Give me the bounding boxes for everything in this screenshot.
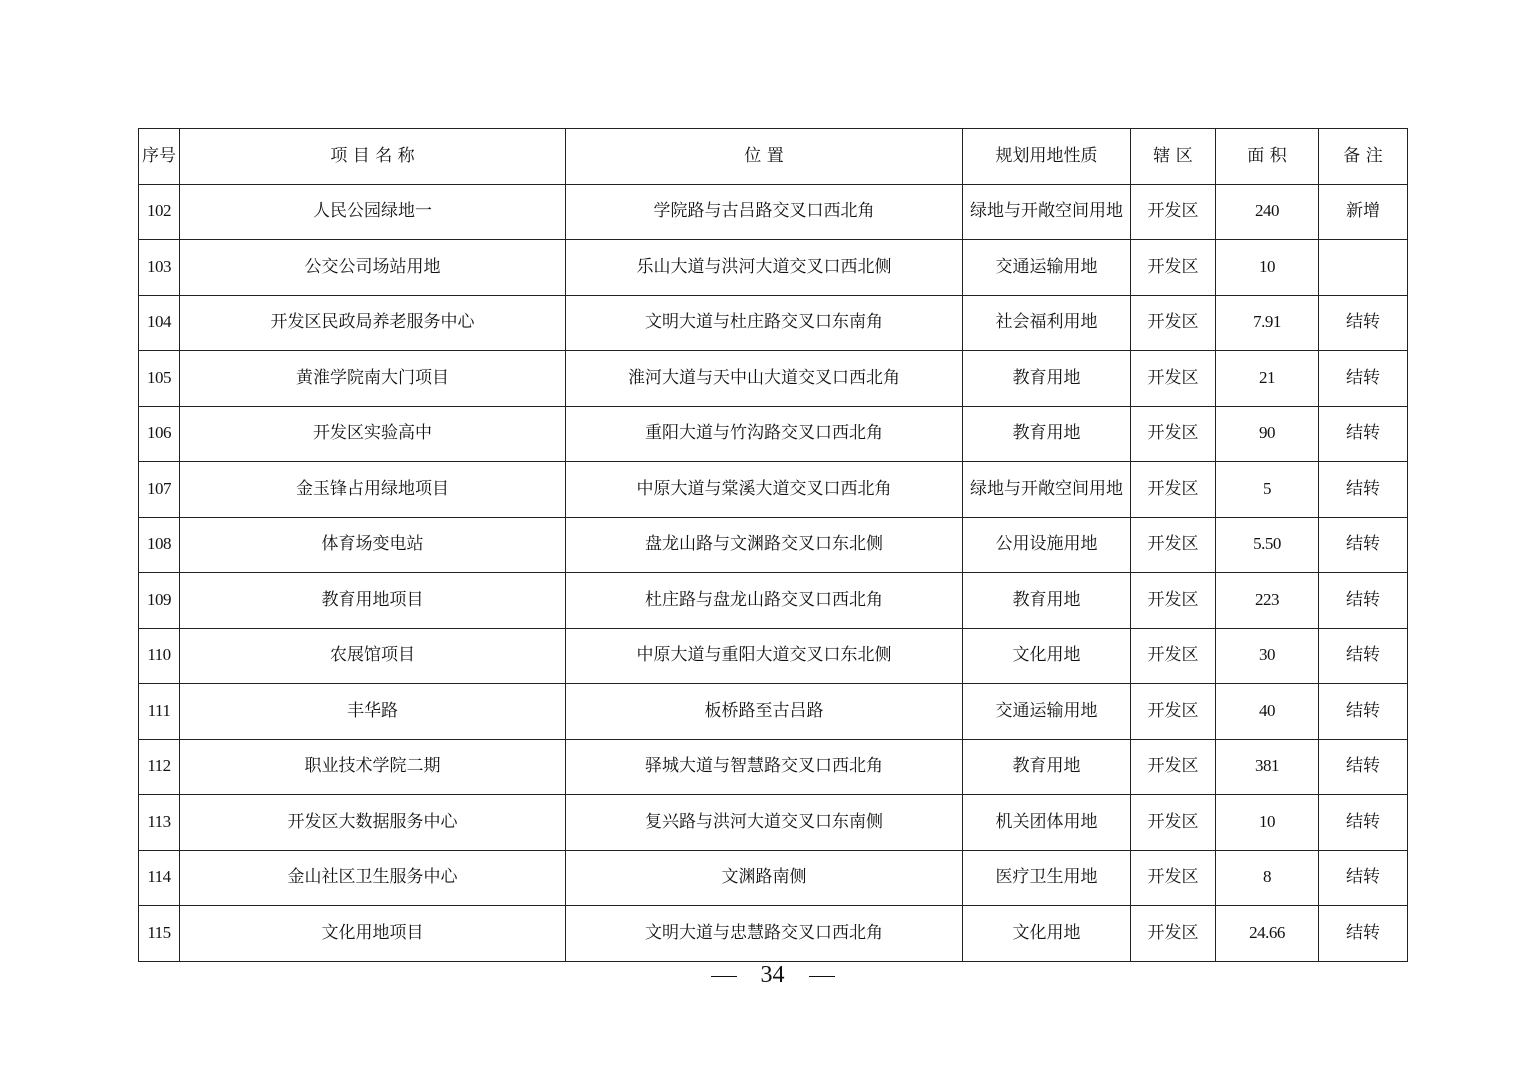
table-row: [139, 517, 1408, 573]
cell-district: 开发区: [1131, 295, 1216, 351]
cell-project-name: 丰华路: [180, 684, 566, 740]
header-seq: 序号: [139, 129, 180, 185]
table-row: [139, 573, 1408, 629]
cell-district: 开发区: [1131, 462, 1216, 518]
cell-area: 5: [1216, 462, 1319, 518]
cell-district: 开发区: [1131, 240, 1216, 296]
cell-remark: 结转: [1319, 739, 1408, 795]
cell-location: 学院路与古吕路交叉口西北角: [566, 184, 963, 240]
cell-land-use: 社会福利用地: [963, 295, 1131, 351]
cell-seq: 112: [139, 739, 180, 795]
cell-seq: 105: [139, 351, 180, 407]
cell-land-use: 交通运输用地: [963, 684, 1131, 740]
cell-area: 240: [1216, 184, 1319, 240]
land-use-table: [138, 128, 1408, 962]
cell-remark: 结转: [1319, 906, 1408, 962]
page-footer: [0, 962, 1520, 989]
cell-location: 中原大道与重阳大道交叉口东北侧: [566, 628, 963, 684]
table-row: [139, 906, 1408, 962]
cell-area: 223: [1216, 573, 1319, 629]
cell-district: 开发区: [1131, 739, 1216, 795]
cell-remark: 结转: [1319, 295, 1408, 351]
cell-district: 开发区: [1131, 573, 1216, 629]
cell-area: 21: [1216, 351, 1319, 407]
cell-seq: 102: [139, 184, 180, 240]
cell-area: 5.50: [1216, 517, 1319, 573]
cell-remark: 结转: [1319, 684, 1408, 740]
cell-seq: 107: [139, 462, 180, 518]
cell-location: 文渊路南侧: [566, 850, 963, 906]
table-row: [139, 295, 1408, 351]
cell-location: 杜庄路与盘龙山路交叉口西北角: [566, 573, 963, 629]
table-header: [139, 129, 1408, 185]
cell-land-use: 文化用地: [963, 906, 1131, 962]
cell-location: 板桥路至古吕路: [566, 684, 963, 740]
cell-location: 乐山大道与洪河大道交叉口西北侧: [566, 240, 963, 296]
cell-land-use: 医疗卫生用地: [963, 850, 1131, 906]
cell-project-name: 金山社区卫生服务中心: [180, 850, 566, 906]
cell-project-name: 公交公司场站用地: [180, 240, 566, 296]
cell-seq: 104: [139, 295, 180, 351]
header-project-name: 项 目 名 称: [180, 129, 566, 185]
header-row: [139, 129, 1408, 185]
table-row: [139, 462, 1408, 518]
cell-land-use: 教育用地: [963, 406, 1131, 462]
cell-district: 开发区: [1131, 850, 1216, 906]
cell-project-name: 人民公园绿地一: [180, 184, 566, 240]
cell-project-name: 农展馆项目: [180, 628, 566, 684]
cell-project-name: 金玉锋占用绿地项目: [180, 462, 566, 518]
cell-seq: 114: [139, 850, 180, 906]
page-number-left-dash: [711, 976, 737, 977]
cell-remark: 结转: [1319, 850, 1408, 906]
cell-project-name: 开发区实验高中: [180, 406, 566, 462]
cell-location: 复兴路与洪河大道交叉口东南侧: [566, 795, 963, 851]
table-row: [139, 351, 1408, 407]
cell-project-name: 黄淮学院南大门项目: [180, 351, 566, 407]
cell-land-use: 教育用地: [963, 573, 1131, 629]
cell-seq: 109: [139, 573, 180, 629]
cell-land-use: 教育用地: [963, 739, 1131, 795]
cell-location: 盘龙山路与文渊路交叉口东北侧: [566, 517, 963, 573]
cell-district: 开发区: [1131, 628, 1216, 684]
table-row: [139, 184, 1408, 240]
cell-land-use: 机关团体用地: [963, 795, 1131, 851]
cell-location: 驿城大道与智慧路交叉口西北角: [566, 739, 963, 795]
table-row: [139, 684, 1408, 740]
cell-area: 30: [1216, 628, 1319, 684]
cell-remark: 结转: [1319, 795, 1408, 851]
cell-district: 开发区: [1131, 184, 1216, 240]
cell-area: 90: [1216, 406, 1319, 462]
cell-district: 开发区: [1131, 906, 1216, 962]
cell-district: 开发区: [1131, 684, 1216, 740]
table-row: [139, 628, 1408, 684]
cell-project-name: 文化用地项目: [180, 906, 566, 962]
cell-project-name: 开发区大数据服务中心: [180, 795, 566, 851]
cell-location: 淮河大道与天中山大道交叉口西北角: [566, 351, 963, 407]
cell-remark: 结转: [1319, 517, 1408, 573]
cell-location: 重阳大道与竹沟路交叉口西北角: [566, 406, 963, 462]
cell-land-use: 交通运输用地: [963, 240, 1131, 296]
cell-remark: 新增: [1319, 184, 1408, 240]
cell-area: 40: [1216, 684, 1319, 740]
table-row: [139, 850, 1408, 906]
header-land-use: 规划用地性质: [963, 129, 1131, 185]
cell-location: 中原大道与棠溪大道交叉口西北角: [566, 462, 963, 518]
table-row: [139, 240, 1408, 296]
cell-land-use: 绿地与开敞空间用地: [963, 184, 1131, 240]
cell-seq: 106: [139, 406, 180, 462]
cell-remark: 结转: [1319, 628, 1408, 684]
table-row: [139, 739, 1408, 795]
cell-district: 开发区: [1131, 795, 1216, 851]
cell-remark: 结转: [1319, 462, 1408, 518]
cell-area: 7.91: [1216, 295, 1319, 351]
page-number: 34: [760, 962, 785, 988]
cell-seq: 115: [139, 906, 180, 962]
cell-seq: 113: [139, 795, 180, 851]
cell-district: 开发区: [1131, 351, 1216, 407]
cell-seq: 110: [139, 628, 180, 684]
cell-remark: 结转: [1319, 573, 1408, 629]
header-location: 位 置: [566, 129, 963, 185]
header-area: 面 积: [1216, 129, 1319, 185]
table-row: [139, 795, 1408, 851]
cell-seq: 111: [139, 684, 180, 740]
cell-district: 开发区: [1131, 406, 1216, 462]
cell-area: 10: [1216, 240, 1319, 296]
cell-land-use: 绿地与开敞空间用地: [963, 462, 1131, 518]
cell-seq: 108: [139, 517, 180, 573]
header-remark: 备 注: [1319, 129, 1408, 185]
cell-remark: 结转: [1319, 406, 1408, 462]
cell-location: 文明大道与忠慧路交叉口西北角: [566, 906, 963, 962]
header-district: 辖 区: [1131, 129, 1216, 185]
cell-project-name: 职业技术学院二期: [180, 739, 566, 795]
table-body: [139, 184, 1408, 961]
cell-location: 文明大道与杜庄路交叉口东南角: [566, 295, 963, 351]
cell-remark: [1319, 240, 1408, 296]
cell-land-use: 公用设施用地: [963, 517, 1131, 573]
cell-land-use: 文化用地: [963, 628, 1131, 684]
cell-land-use: 教育用地: [963, 351, 1131, 407]
cell-district: 开发区: [1131, 517, 1216, 573]
cell-seq: 103: [139, 240, 180, 296]
cell-area: 10: [1216, 795, 1319, 851]
cell-project-name: 教育用地项目: [180, 573, 566, 629]
table-row: [139, 406, 1408, 462]
cell-area: 24.66: [1216, 906, 1319, 962]
page-number-right-dash: [809, 976, 835, 977]
cell-remark: 结转: [1319, 351, 1408, 407]
cell-area: 8: [1216, 850, 1319, 906]
cell-project-name: 开发区民政局养老服务中心: [180, 295, 566, 351]
cell-area: 381: [1216, 739, 1319, 795]
cell-project-name: 体育场变电站: [180, 517, 566, 573]
